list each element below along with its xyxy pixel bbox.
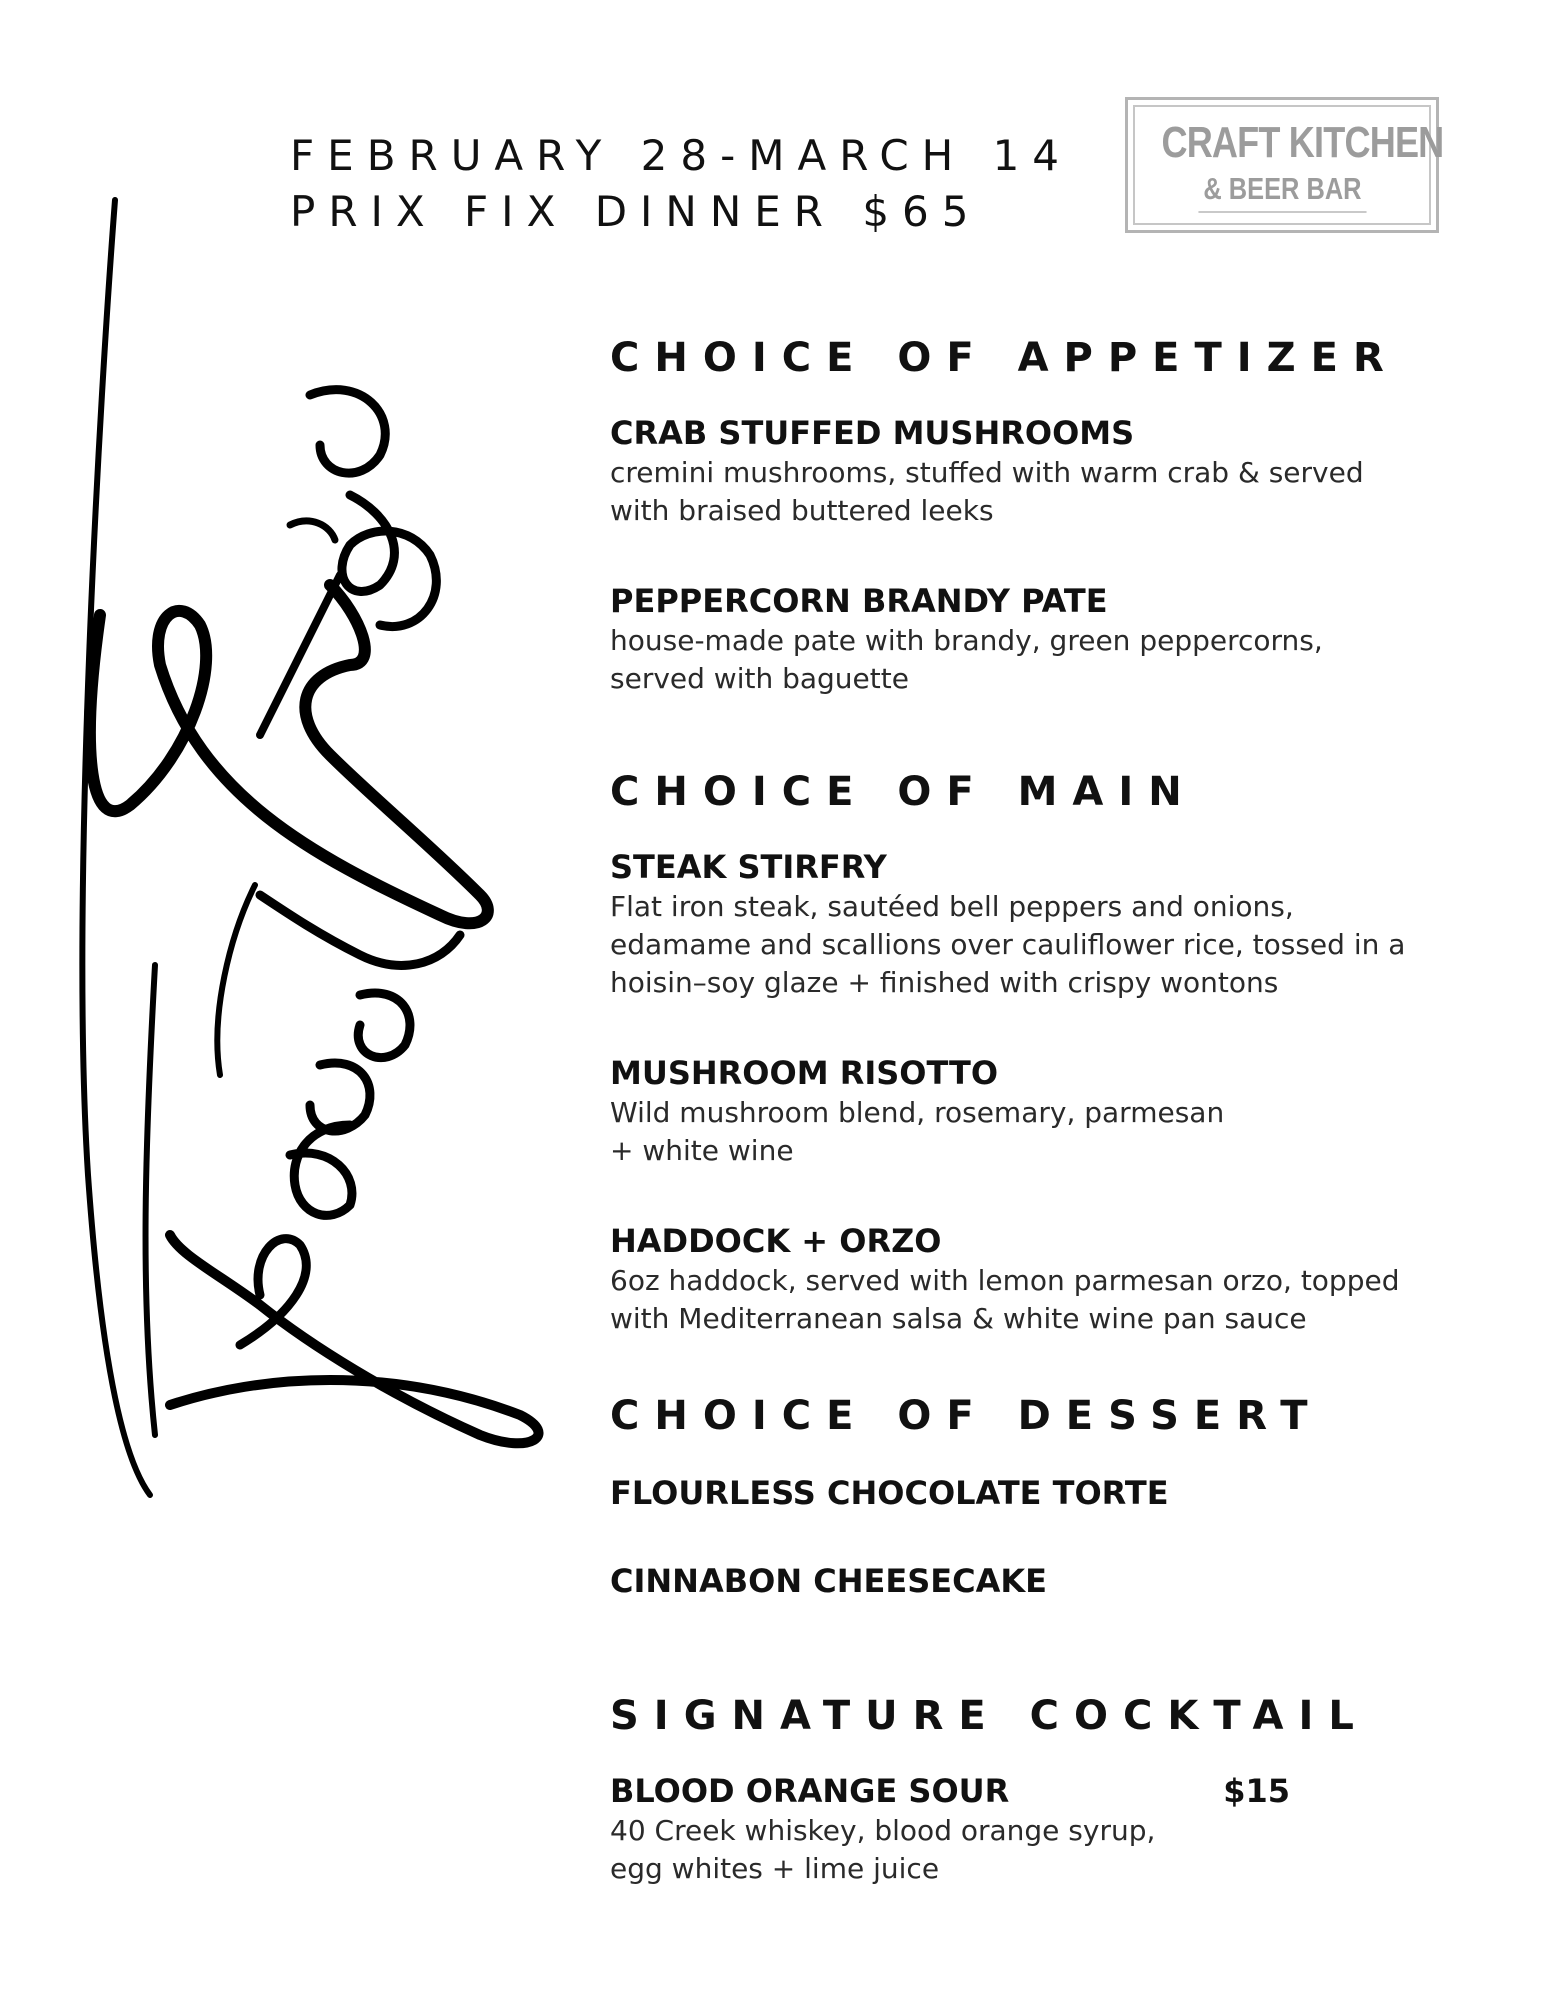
script-R [90, 585, 488, 923]
item-description-line: hoisin–soy glaze + finished with crispy wontons [610, 966, 1279, 999]
item-name: BLOOD ORANGE SOUR [610, 1772, 1010, 1810]
item-description [610, 1812, 1490, 1888]
item-name: CRAB STUFFED MUSHROOMS [610, 414, 1135, 452]
appetizer-heading: CHOICE OF APPETIZER [610, 335, 1399, 381]
item-description-line: Wild mushroom blend, rosemary, parmesan [610, 1096, 1225, 1129]
main-section [610, 764, 1490, 1338]
date-range: FEBRUARY 28-MARCH 14 [290, 131, 1073, 180]
item-name: HADDOCK + ORZO [610, 1222, 942, 1260]
menu-content [610, 330, 1490, 1888]
menu-item [610, 846, 1490, 1002]
cocktail-row [610, 1770, 1290, 1812]
item-description-line: egg whites + lime juice [610, 1852, 940, 1885]
item-name: PEPPERCORN BRANDY PATE [610, 582, 1108, 620]
dessert-section [610, 1388, 1490, 1602]
main-heading: CHOICE OF MAIN [610, 769, 1197, 815]
item-description-line: edamame and scallions over cauliflower rice, tossed in a [610, 928, 1406, 961]
item-description-line: served with baguette [610, 662, 909, 695]
menu-item [610, 1220, 1490, 1338]
logo-frame [1133, 105, 1444, 225]
cocktail-section [610, 1688, 1490, 1888]
menu-item [610, 1472, 1490, 1514]
item-description [610, 1094, 1490, 1170]
restaurant-logo [1125, 97, 1444, 233]
item-description [610, 888, 1490, 1002]
item-name: STEAK STIRFRY [610, 848, 887, 886]
item-name: CINNABON CHEESECAKE [610, 1562, 1048, 1600]
item-description [610, 1262, 1490, 1338]
item-description-line: 40 Creek whiskey, blood orange syrup, [610, 1814, 1156, 1847]
item-description-line: with Mediterranean salsa & white wine pan sauce [610, 1302, 1307, 1335]
appetizer-section [610, 330, 1490, 698]
item-description-line: 6oz haddock, served with lemon parmesan orzo, topped [610, 1264, 1400, 1297]
cocktail-price: $15 [1223, 1772, 1290, 1810]
menu-item [610, 1052, 1490, 1170]
menu-item [610, 1560, 1490, 1602]
menu-item [610, 412, 1490, 530]
item-description [610, 622, 1490, 698]
script-flourish-left [82, 200, 150, 1495]
logo-name: CRAFT KITCHEN [1161, 118, 1444, 167]
menu-item [610, 1770, 1490, 1888]
script-taste [170, 1235, 539, 1443]
prix-fixe-price: PRIX FIX DINNER $65 [290, 187, 982, 236]
menu-item [610, 580, 1490, 698]
item-description-line: Flat iron steak, sautéed bell peppers and onions, [610, 890, 1294, 923]
item-description [610, 454, 1490, 530]
item-description-line: + white wine [610, 1134, 794, 1167]
item-name: MUSHROOM RISOTTO [610, 1054, 999, 1092]
item-description-line: with braised buttered leeks [610, 494, 994, 527]
item-name: FLOURLESS CHOCOLATE TORTE [610, 1474, 1169, 1512]
item-description-line: house-made pate with brandy, green peppercorns, [610, 624, 1323, 657]
script-T [146, 965, 155, 1435]
cocktail-heading: SIGNATURE COCKTAIL [610, 1693, 1369, 1739]
script-ing [342, 495, 436, 627]
script-of [358, 993, 410, 1058]
item-description-line: cremini mushrooms, stuffed with warm crab & served [610, 456, 1364, 489]
dessert-heading: CHOICE OF DESSERT [610, 1393, 1323, 1439]
logo-subtitle: & BEER BAR [1198, 169, 1366, 213]
taste-of-ring-script-title [60, 195, 580, 1655]
